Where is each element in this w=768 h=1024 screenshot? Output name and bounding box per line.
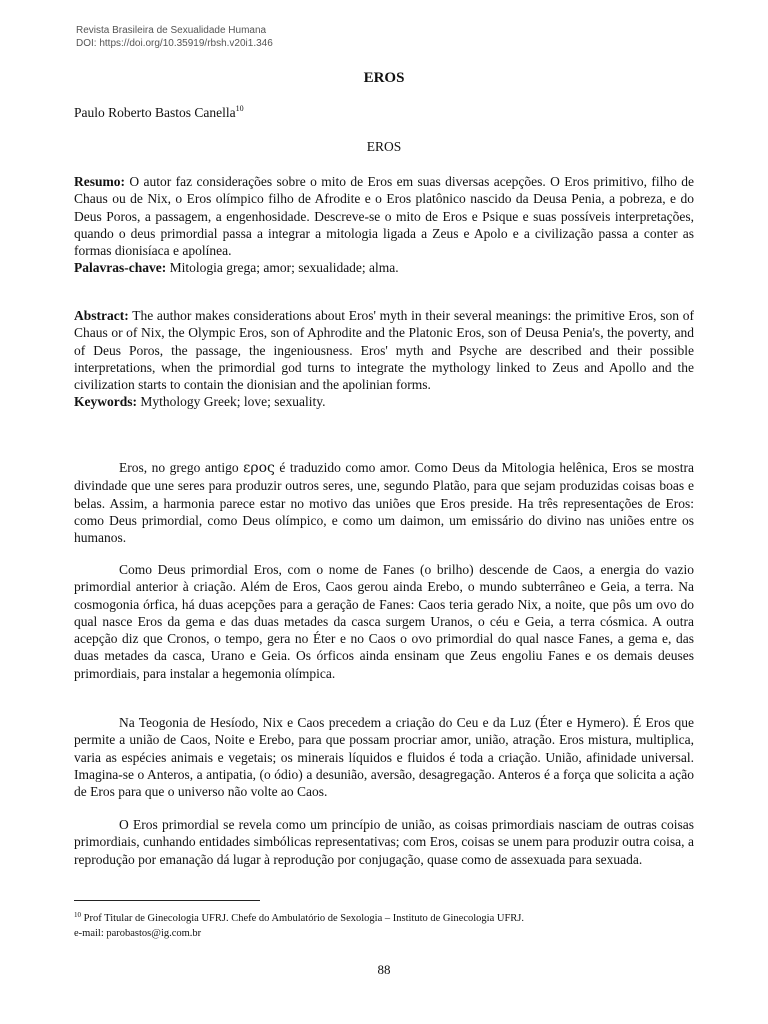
body-paragraph-3: Na Teogonia de Hesíodo, Nix e Caos precedem a criação do Ceu e da Luz (Éter e Hymero). É Eros que permite a união de Caos, Noite e Erebo, para que possam procriar amor, união, atração. Eros mistura, multiplica, varia as espécies animais e vegetais; os minerais líquidos e fluidos é toda a criação. União, afinidade universal. Imagina-se o Anteros, a antipatia, (o ódio) a desunião, aversão, desagregação. Anteros é a força que solicita a ação de Eros para que o universo não volte ao Caos. (74, 715, 694, 800)
body-paragraph-4: O Eros primordial se revela como um princípio de união, as coisas primordiais nasciam de outras coisas primordiais, cunhando entidades simbólicas representativas; com Eros, coisas se unem para produzir outra coisa, a reprodução por emanação dá lugar à reprodução por conjugação, quase como de assexuada para sexuada. (74, 817, 694, 867)
footnote-separator (74, 900, 260, 901)
footnote (74, 908, 524, 941)
resumo-text: O autor faz considerações sobre o mito de Eros em suas diversas acepções. O Eros primitivo, filho de Chaus ou de Nix, o Eros olímpico filho de Afrodite e o Eros platônico nascido da Deusa Penia, a pobreza, e do Deus Poros, a passagem, a engenhosidade. Descreve-se o mito de Eros e Psique e suas possíveis interpretações, quando o deus primordial passa a integrar a mitologia ligada a Zeus e Apolo e a civilização passa a conter as formas dionisíaca e apolínea. (74, 174, 694, 259)
greek-word: ερος (243, 460, 275, 476)
p1-text-end: é traduzido como amor. Como Deus da Mitologia helênica, Eros se mostra divindade que une seres para produzir outros seres, une, segundo Platão, para que sejam produzidas coisas boas e belas. Assim, a harmonia parece estar no motivo das uniões que Eros preside. Ha três representações de Eros: como Deus primordial, como Deus olímpico, e como um daimon, um emissário do divino nas uniões entre os humanos. (74, 460, 694, 546)
journal-name: Revista Brasileira de Sexualidade Humana (76, 25, 267, 36)
abstract-text: The author makes considerations about Eros' myth in their several meanings: the primitive Eros, son of Chaus or of Nix, the Olympic Eros, son of Aphrodite and the Platonic Eros, son of Deusa Penia's, the poverty, and of Deus Poros, the passage, the ingeniousness. Eros' myth and Psyche are described and their possible interpretations, when the primordial god turns to integrate the mythology linked to Zeus and Apollo and the civilization starts to contain the dionisian and the apolinian forms. (74, 308, 694, 393)
running-header (76, 25, 273, 50)
doi-line: DOI: https://doi.org/10.35919/rbsh.v20i1.346 (76, 37, 273, 49)
keywords-label: Keywords: (74, 394, 137, 410)
abstract-block (74, 307, 694, 411)
page-number: 88 (377, 962, 391, 977)
footnote-email: e-mail: parobastos@ig.com.br (74, 928, 202, 939)
author-footnote-mark: 10 (235, 104, 244, 113)
author-line (74, 104, 244, 121)
article-title: EROS (363, 70, 405, 86)
p1-text-start: Eros, no grego antigo (119, 460, 244, 475)
abstract-label: Abstract: (74, 308, 129, 323)
article-subtitle: EROS (366, 139, 402, 154)
resumo-block (74, 173, 694, 277)
resumo-label: Resumo: (74, 174, 125, 189)
footnote-mark: 10 (74, 911, 81, 919)
body-paragraph-2: Como Deus primordial Eros, com o nome de Fanes (o brilho) descende de Caos, a energia do vazio primordial anterior à criação. Além de Eros, Caos gerou ainda Erebo, o mundo subterrâneo e Geia, a terra. Na cosmogonia órfica, há duas acepções para a geração de Fanes: Caos teria gerado Nix, a noite, que pôs um ovo do qual nasce Eros da gema e das duas metades da casca surgem Uranos, o céu e Geia, a terra cósmica. A outra acepção diz que Cronos, o tempo, gera no Éter e no Caos o ovo primordial do qual nasce Fanes, a gema e, das duas metades da casca, Urano e Geia. Os órficos ainda ensinam que Zeus engoliu Fanes e os demais deuses primordiais, para instalar a hegemonia olímpica. (74, 562, 694, 681)
author-name: Paulo Roberto Bastos Canella (74, 105, 236, 120)
palavras-text: Mitologia grega; amor; sexualidade; alma. (166, 260, 399, 276)
footnote-text: Prof Titular de Ginecologia UFRJ. Chefe do Ambulatório de Sexologia – Instituto de Ginecologia UFRJ. (81, 913, 525, 924)
palavras-label: Palavras-chave: (74, 260, 167, 276)
body-paragraph-1 (74, 459, 694, 546)
keywords-text: Mythology Greek; love; sexuality. (137, 394, 326, 410)
